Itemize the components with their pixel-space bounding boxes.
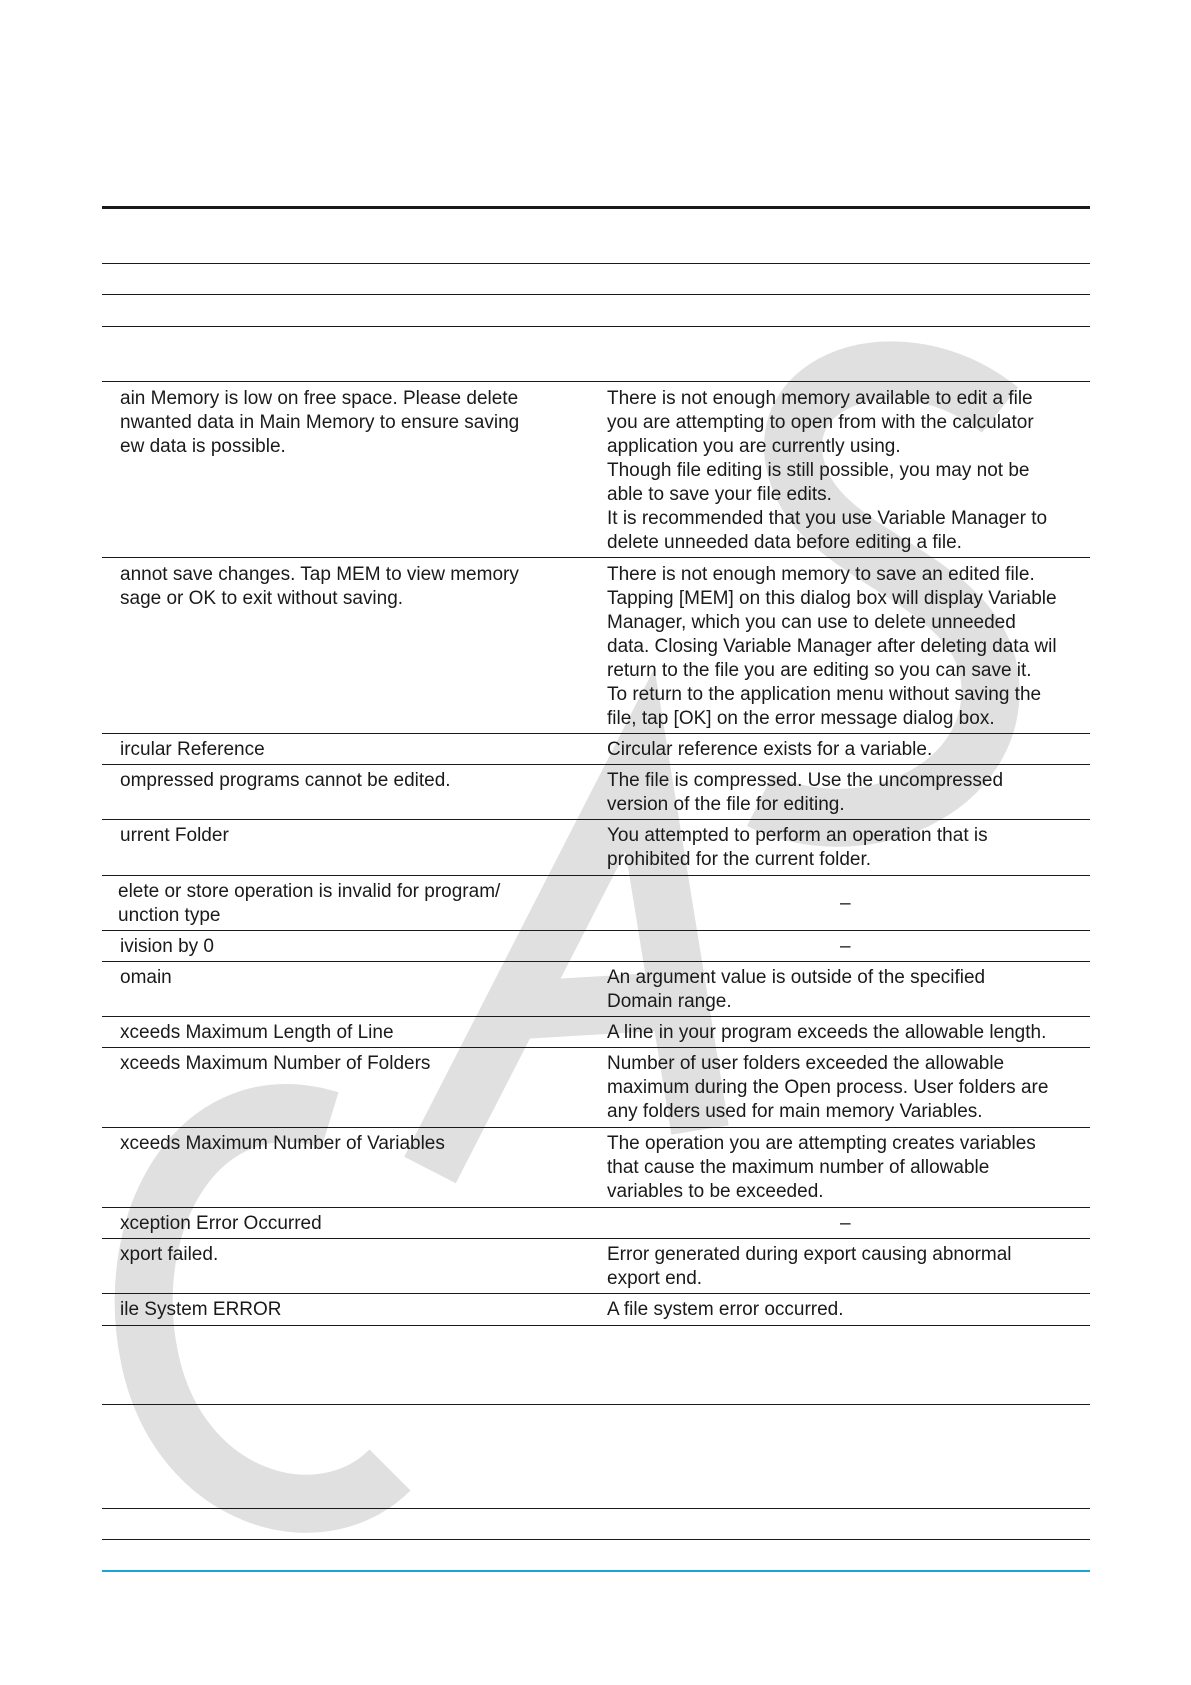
row-divider [102, 1016, 1090, 1017]
error-message: ile System ERROR [120, 1299, 282, 1320]
error-description: You attempted to perform an operation that is prohibited for the current folder. [607, 825, 988, 870]
rule [102, 1404, 1090, 1405]
row-divider [102, 875, 1090, 876]
error-message: omain [120, 967, 172, 988]
error-description: – [840, 893, 851, 914]
error-description: Number of user folders exceeded the allowable maximum during the Open process. User folders are any folders used for main memory Variables. [607, 1053, 1049, 1122]
error-message: elete or store operation is invalid for program/ unction type [118, 881, 501, 926]
error-message: xceeds Maximum Length of Line [120, 1022, 394, 1043]
row-divider [102, 1293, 1090, 1294]
error-description: A line in your program exceeds the allowable length. [607, 1022, 1047, 1043]
row-divider [102, 1047, 1090, 1048]
rule [102, 326, 1090, 327]
error-description: A file system error occurred. [607, 1299, 844, 1320]
row-divider [102, 764, 1090, 765]
error-description: There is not enough memory available to edit a file you are attempting to open from with the calculator application you are currently using. Though file editing is still possible, you may not be able to save your file edits. It is recommended that you use Variable Manager to delete unneeded data before editing a file. [607, 388, 1048, 553]
error-message: xceeds Maximum Number of Folders [120, 1053, 431, 1074]
error-message: xception Error Occurred [120, 1213, 322, 1234]
row-divider [102, 930, 1090, 931]
error-message: xport failed. [120, 1244, 219, 1265]
error-description: – [840, 936, 851, 957]
error-message: ain Memory is low on free space. Please delete nwanted data in Main Memory to ensure saving ew data is possible. [120, 388, 520, 457]
error-description: There is not enough memory to save an edited file. Tapping [MEM] on this dialog box will display Variable Manager, which you can use to delete unneeded data. Closing Variable Manager after deleting data wil return to the file you are editing so you can save it. To return to the application menu without saving the file, tap [OK] on the error message dialog box. [607, 564, 1057, 729]
error-description: The file is compressed. Use the uncompressed version of the file for editing. [607, 770, 1004, 815]
table-top-rule [102, 381, 1090, 382]
error-message: ompressed programs cannot be edited. [120, 770, 451, 791]
error-description: – [840, 1213, 851, 1234]
rule [102, 1508, 1090, 1509]
error-message: urrent Folder [120, 825, 229, 846]
row-divider [102, 1238, 1090, 1239]
row-divider [102, 557, 1090, 558]
header-rule [102, 206, 1090, 209]
error-description: Error generated during export causing abnormal export end. [607, 1244, 1012, 1289]
error-description: The operation you are attempting creates variables that cause the maximum number of allowable variables to be exceeded. [607, 1133, 1036, 1202]
error-description: An argument value is outside of the specified Domain range. [607, 967, 986, 1012]
row-divider [102, 961, 1090, 962]
error-message: ircular Reference [120, 739, 265, 760]
error-message: xceeds Maximum Number of Variables [120, 1133, 445, 1154]
error-description: Circular reference exists for a variable. [607, 739, 933, 760]
row-divider [102, 733, 1090, 734]
table-bottom-rule [102, 1325, 1090, 1326]
error-message: annot save changes. Tap MEM to view memory sage or OK to exit without saving. [120, 564, 519, 609]
row-divider [102, 1127, 1090, 1128]
row-divider [102, 819, 1090, 820]
row-divider [102, 1207, 1090, 1208]
rule [102, 294, 1090, 295]
error-message: ivision by 0 [120, 936, 214, 957]
rule [102, 263, 1090, 264]
rule [102, 1539, 1090, 1540]
footer-rule [102, 1570, 1090, 1572]
